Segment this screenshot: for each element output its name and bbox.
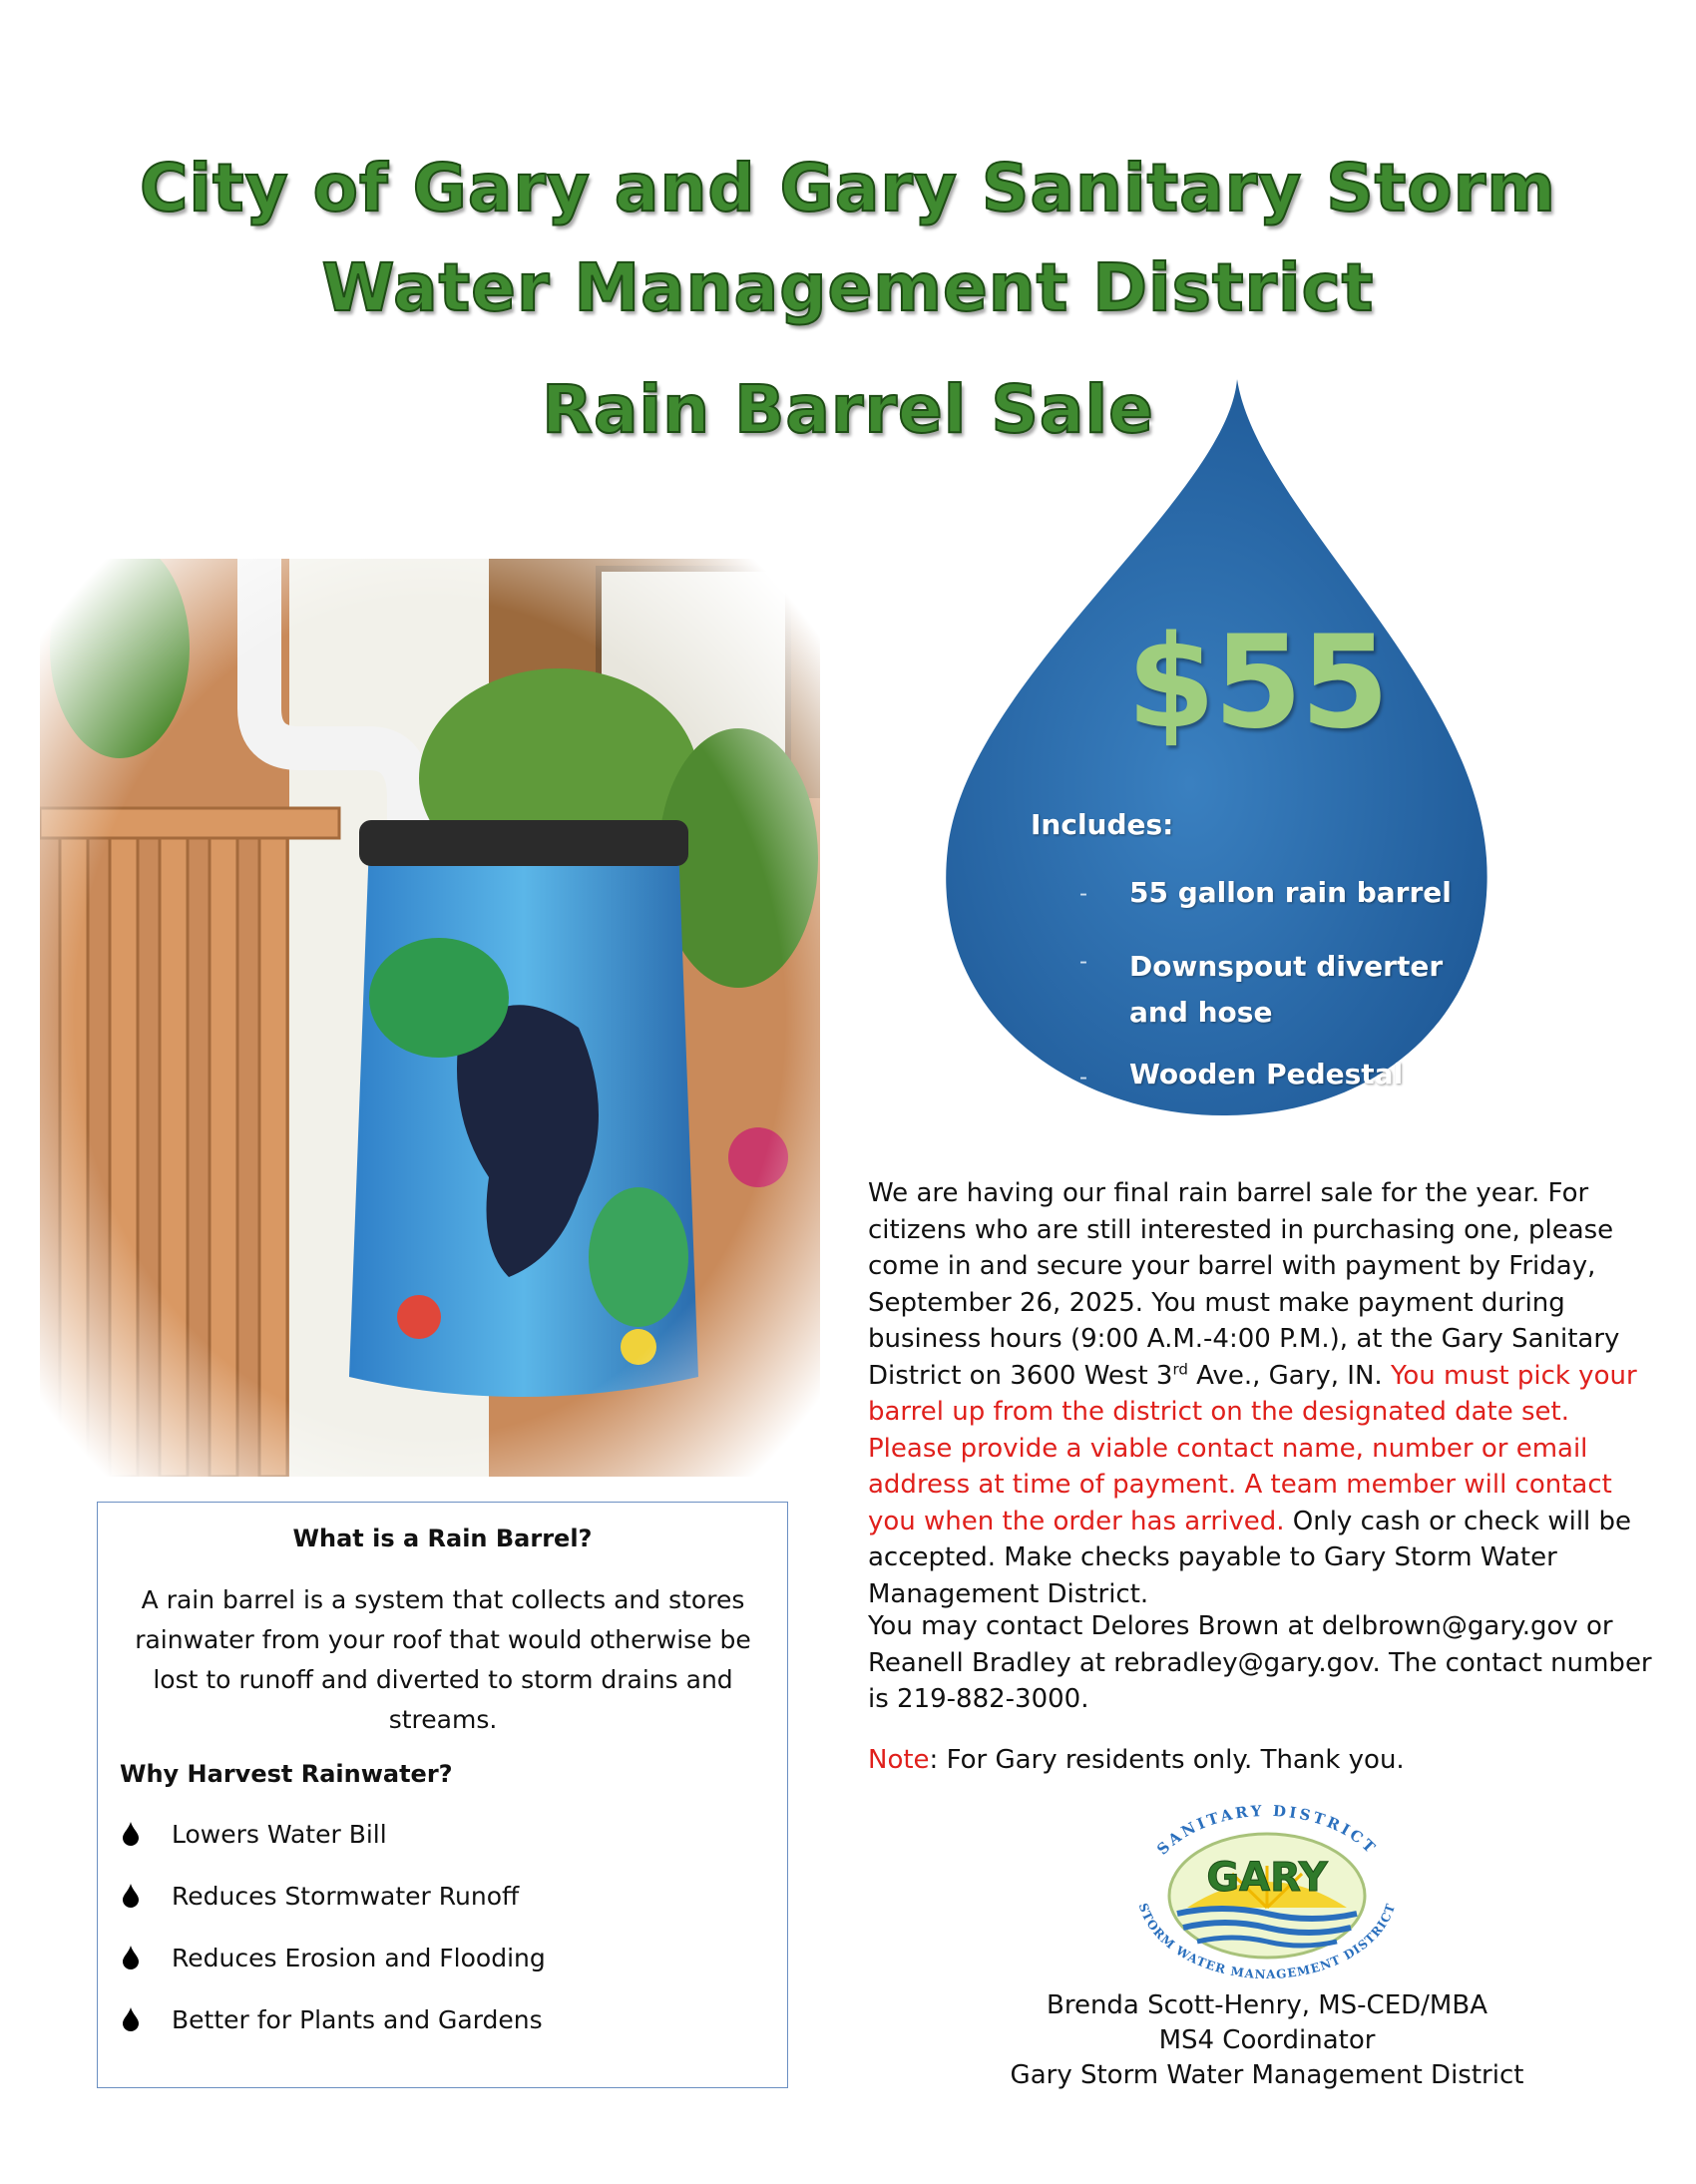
sale-details-paragraph <box>868 1175 1656 1612</box>
price: $55 <box>1126 609 1388 757</box>
benefit-item <box>120 1944 546 1972</box>
includes-label: Includes: <box>1031 808 1174 841</box>
sale-details-text: We are having our final rain barrel sale for the year. For citizens who are still interested in purchasing one, please come in and secure your barrel with payment by Friday, September 26, 2025. You must make payment during business hours (9:00 A.M.-4:00 P.M.), at the Gary Sanitary District on 3600 West 3 <box>868 1178 1620 1391</box>
benefit-item <box>120 1882 519 1911</box>
contact-paragraph: You may contact Delores Brown at delbrown@gary.gov or Reanell Bradley at rebradley@gary.gov. The contact number is 219-882-3000. <box>868 1611 1652 1714</box>
dash-bullet: - <box>1079 880 1087 907</box>
rain-barrel-info-box <box>97 1502 788 2088</box>
ordinal-suffix: rd <box>1172 1359 1188 1378</box>
benefit-item <box>120 1820 387 1849</box>
benefit-label: Better for Plants and Gardens <box>172 2005 543 2034</box>
rain-barrel-photo <box>40 559 820 1477</box>
pickup-warning-text: You must pick your barrel up from the district on the designated date set. Please provide a viable contact name, number or email address at time of payment. A team member will contact you when the order has arrived. <box>868 1360 1637 1536</box>
benefit-label: Lowers Water Bill <box>172 1820 387 1849</box>
benefit-item <box>120 2005 543 2034</box>
logo-arc-top-text: SANITARY DISTRICT <box>1153 1801 1381 1859</box>
title-line-2: Water Management District <box>321 249 1375 326</box>
include-item: 55 gallon rain barrel <box>1129 876 1452 909</box>
address-text: Ave., Gary, IN. <box>1187 1360 1391 1391</box>
signature-org: Gary Storm Water Management District <box>1010 2060 1524 2090</box>
note-text: : For Gary residents only. Thank you. <box>929 1745 1405 1775</box>
droplet-bullet-icon <box>120 1945 142 1970</box>
note-line <box>868 1742 1656 1779</box>
droplet-bullet-icon <box>120 1821 142 1847</box>
benefit-label: Reduces Stormwater Runoff <box>172 1882 520 1911</box>
why-harvest-heading: Why Harvest Rainwater? <box>120 1760 453 1788</box>
include-item: Wooden Pedestal <box>1129 1058 1404 1091</box>
benefit-label: Reduces Erosion and Flooding <box>172 1944 546 1972</box>
signature-title: MS4 Coordinator <box>1158 2025 1376 2055</box>
logo-arc-bottom-text: STORM WATER MANAGEMENT DISTRICT <box>1135 1901 1399 1982</box>
title-line-3: Rain Barrel Sale <box>542 371 1154 448</box>
droplet-bullet-icon <box>120 1883 142 1909</box>
dash-bullet: - <box>1079 1064 1087 1091</box>
droplet-bullet-icon <box>120 2006 142 2032</box>
dash-bullet: - <box>1079 948 1087 975</box>
note-label: Note <box>868 1745 930 1775</box>
payment-text: Only cash or check will be accepted. Make checks payable to Gary Storm Water Management District. <box>868 1506 1632 1609</box>
include-item: Downspout diverter and hose <box>1129 950 1444 1029</box>
signature-name: Brenda Scott-Henry, MS-CED/MBA <box>1047 1990 1487 2020</box>
info-box-title: What is a Rain Barrel? <box>292 1525 593 1552</box>
gary-sanitary-district-logo <box>1117 1796 1417 1985</box>
title-line-1: City of Gary and Gary Sanitary Storm <box>140 150 1556 226</box>
info-box-description: A rain barrel is a system that collects and stores rainwater from your roof that would otherwise be lost to runoff and diverted to storm drains and streams. <box>135 1585 751 1734</box>
logo-name: GARY <box>1206 1855 1328 1901</box>
